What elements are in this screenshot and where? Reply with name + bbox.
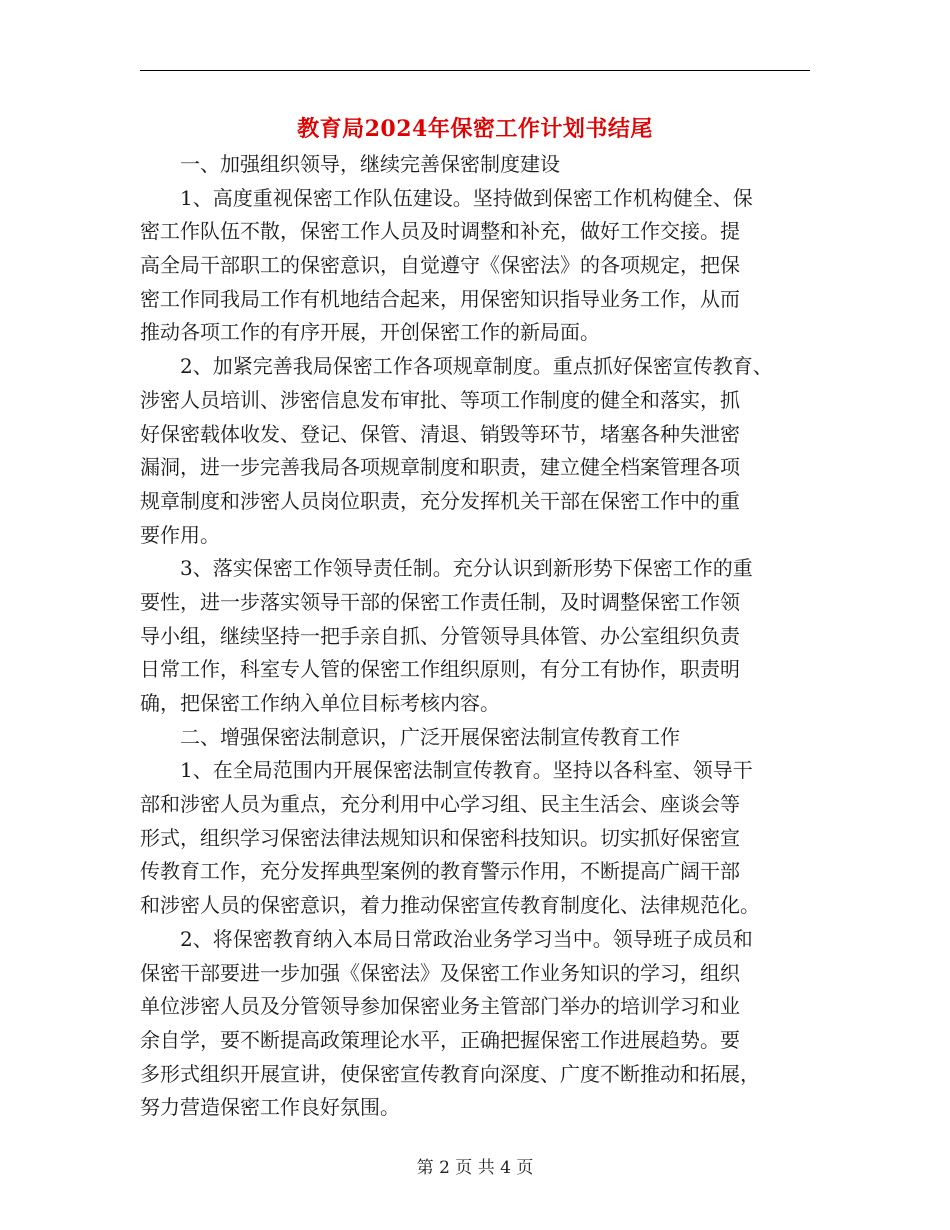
text-line: 2、将保密教育纳入本局日常政治业务学习当中。领导班子成员和 [180,926,753,951]
text-line: 规章制度和涉密人员岗位职责，充分发挥机关干部在保密工作中的重 [140,488,740,513]
text-line: 好保密载体收发、登记、保管、清退、销毁等环节，堵塞各种失泄密 [140,421,740,446]
document-body [140,148,816,1125]
text-line: 漏洞，进一步完善我局各项规章制度和职责，建立健全档案管理各项 [140,455,740,480]
text-line: 单位涉密人员及分管领导参加保密业务主管部门举办的培训学习和业 [140,994,740,1019]
text-line: 要性，进一步落实领导干部的保密工作责任制，及时调整保密工作领 [140,589,740,614]
text-line: 3、落实保密工作领导责任制。充分认识到新形势下保密工作的重 [180,556,753,581]
text-line: 高全局干部职工的保密意识，自觉遵守《保密法》的各项规定，把保 [140,253,740,278]
text-line: 多形式组织开展宣讲，使保密宣传教育向深度、广度不断推动和拓展， [140,1061,760,1086]
text-line: 2、加紧完善我局保密工作各项规章制度。重点抓好保密宣传教育、 [180,354,773,379]
text-line: 1、在全局范围内开展保密法制宣传教育。坚持以各科室、领导干 [180,758,753,783]
text-line: 密工作同我局工作有机地结合起来，用保密知识指导业务工作，从而 [140,286,740,311]
text-line: 涉密人员培训、涉密信息发布审批、等项工作制度的健全和落实，抓 [140,387,740,412]
page-number-footer: 第 2 页 共 4 页 [416,1158,534,1178]
document-title: 教育局2024年保密工作计划书结尾 [297,116,653,142]
text-line: 一、加强组织领导，继续完善保密制度建设 [180,152,560,176]
header-rule [140,70,810,71]
text-line: 密工作队伍不散，保密工作人员及时调整和补充，做好工作交接。提 [140,219,740,244]
text-line: 导小组，继续坚持一把手亲自抓、分管领导具体管、办公室组织负责 [140,623,740,648]
text-line: 余自学，要不断提高政策理论水平，正确把握保密工作进展趋势。要 [140,1027,740,1052]
text-line: 推动各项工作的有序开展，开创保密工作的新局面。 [140,320,600,345]
text-line: 传教育工作，充分发挥典型案例的教育警示作用，不断提高广阔干部 [140,859,740,884]
text-line: 二、增强保密法制意识，广泛开展保密法制宣传教育工作 [180,724,680,749]
text-line: 确，把保密工作纳入单位目标考核内容。 [140,691,500,715]
text-line: 1、高度重视保密工作队伍建设。坚持做到保密工作机构健全、保 [180,185,753,210]
text-line: 形式，组织学习保密法律法规知识和保密科技知识。切实抓好保密宣 [140,825,740,850]
text-line: 日常工作，科室专人管的保密工作组织原则，有分工有协作，职责明 [140,657,740,682]
text-line: 部和涉密人员为重点，充分利用中心学习组、民主生活会、座谈会等 [140,792,740,817]
text-line: 和涉密人员的保密意识，着力推动保密宣传教育制度化、法律规范化。 [140,893,760,918]
text-line: 努力营造保密工作良好氛围。 [140,1095,400,1120]
text-line: 保密干部要进一步加强《保密法》及保密工作业务知识的学习，组织 [140,960,740,985]
text-line: 要作用。 [140,522,220,547]
